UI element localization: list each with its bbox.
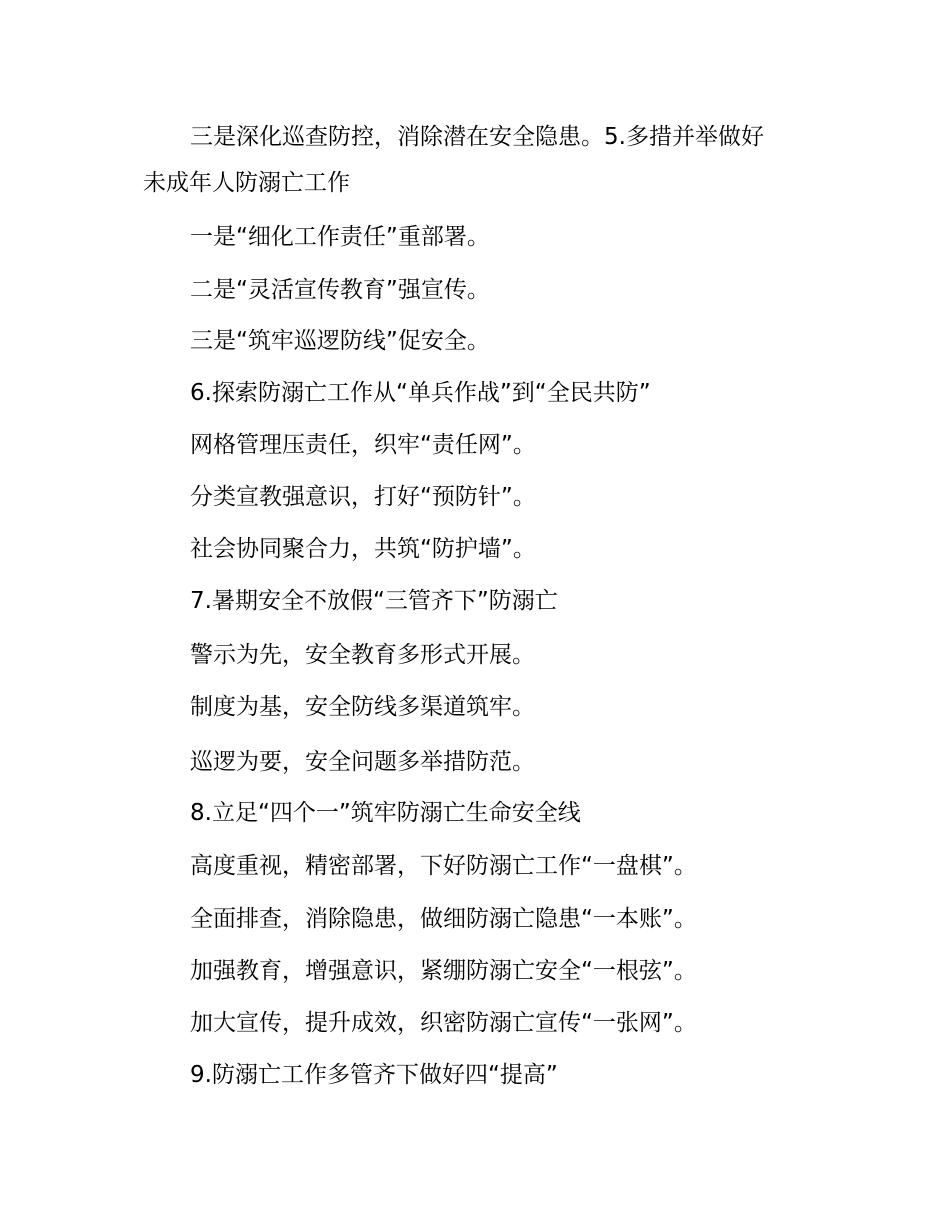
paragraph-line: 三是深化巡查防控，消除潜在安全隐患。5.多措并举做好	[190, 124, 764, 150]
paragraph-line: 未成年人防溺亡工作	[143, 170, 350, 196]
paragraph-line: 警示为先，安全教育多形式开展。	[190, 642, 535, 668]
paragraph-line: 加强教育，增强意识，紧绷防溺亡安全“一根弦”。	[190, 958, 697, 984]
paragraph-line: 巡逻为要，安全问题多举措防范。	[190, 749, 535, 775]
section-heading: 9.防溺亡工作多管齐下做好四“提高”	[190, 1062, 558, 1088]
section-heading: 8.立足“四个一”筑牢防溺亡生命安全线	[190, 800, 581, 826]
paragraph-line: 二是“灵活宣传教育”强宣传。	[190, 277, 490, 303]
paragraph-line: 社会协同聚合力，共筑“防护墙”。	[190, 536, 536, 562]
paragraph-line: 网格管理压责任，织牢“责任网”。	[190, 432, 536, 458]
paragraph-line: 三是“筑牢巡逻防线”促安全。	[190, 328, 490, 354]
paragraph-line: 一是“细化工作责任”重部署。	[190, 224, 490, 250]
paragraph-line: 加大宣传，提升成效，织密防溺亡宣传“一张网”。	[190, 1010, 697, 1036]
paragraph-line: 全面排查，消除隐患，做细防溺亡隐患“一本账”。	[190, 906, 697, 932]
paragraph-line: 高度重视，精密部署，下好防溺亡工作“一盘棋”。	[190, 853, 697, 879]
paragraph-line: 制度为基，安全防线多渠道筑牢。	[190, 694, 535, 720]
section-heading: 6.探索防溺亡工作从“单兵作战”到“全民共防”	[190, 380, 651, 406]
section-heading: 7.暑期安全不放假“三管齐下”防溺亡	[190, 588, 558, 614]
paragraph-line: 分类宣教强意识，打好“预防针”。	[190, 484, 536, 510]
